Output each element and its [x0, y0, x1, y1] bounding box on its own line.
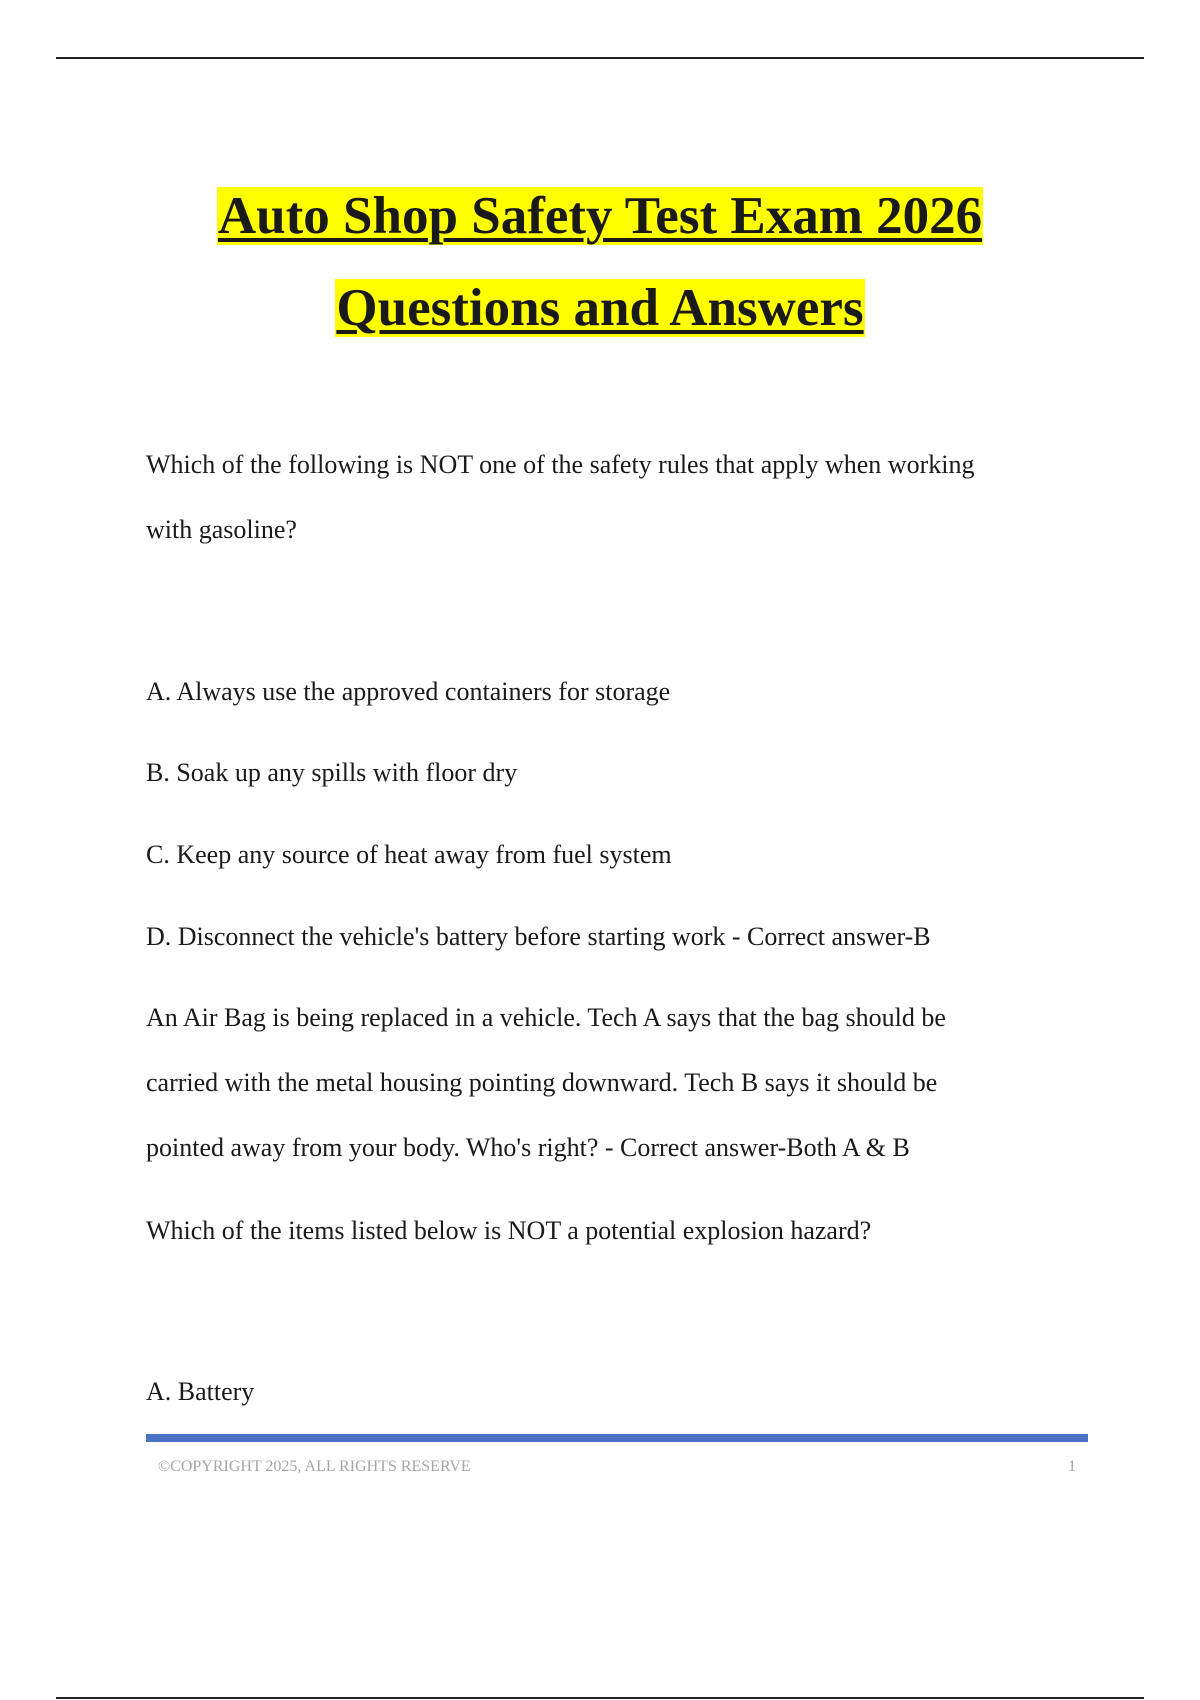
question-1-line-1: Which of the following is NOT one of the safety rules that apply when working — [146, 450, 975, 479]
question-2-line-1: An Air Bag is being replaced in a vehicle. Tech A says that the bag should be — [146, 1003, 946, 1032]
title-line-2: Questions and Answers — [336, 279, 864, 337]
question-2-line-2: carried with the metal housing pointing downward. Tech B says it should be — [146, 1068, 938, 1097]
question-3-line-1: Which of the items listed below is NOT a potential explosion hazard? — [146, 1216, 872, 1245]
question-2-line-3: pointed away from your body. Who's right? - Correct answer-Both A & B — [146, 1133, 910, 1162]
option-b: B. Soak up any spills with floor dry — [146, 758, 518, 787]
footer-bar — [146, 1434, 1088, 1442]
question-1-line-2: with gasoline? — [146, 515, 297, 544]
footer-page-number: 1 — [1068, 1458, 1076, 1475]
bottom-rule — [56, 1697, 1144, 1699]
footer-copyright: ©COPYRIGHT 2025, ALL RIGHTS RESERVE — [158, 1458, 471, 1475]
question-3-option-a: A. Battery — [146, 1377, 255, 1406]
title-line-1: Auto Shop Safety Test Exam 2026 — [217, 187, 983, 245]
top-rule — [56, 57, 1144, 59]
option-c: C. Keep any source of heat away from fuel system — [146, 840, 672, 869]
option-d-answer: D. Disconnect the vehicle's battery before starting work - Correct answer-B — [146, 922, 931, 951]
document-title — [0, 170, 1200, 354]
option-a: A. Always use the approved containers for storage — [146, 677, 671, 706]
